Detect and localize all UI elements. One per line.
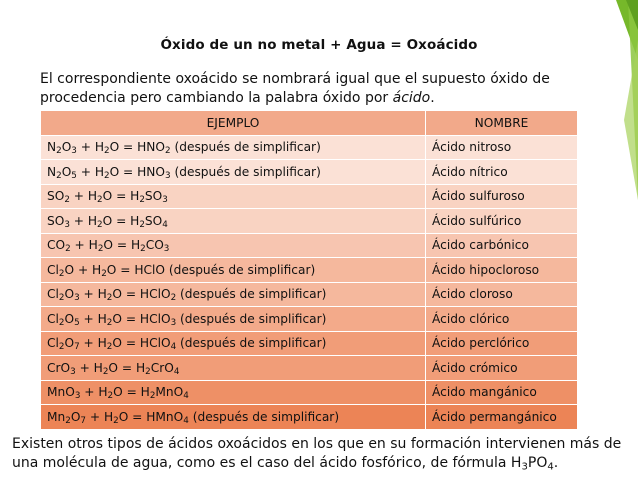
name-cell: Ácido permangánico xyxy=(426,405,578,430)
table-header-row xyxy=(41,111,578,136)
example-cell: $N_2O_5 + H_2O = HNO_3$ (después de simplificar) xyxy=(41,160,426,185)
example-cell: $Cl_2O_3 + H_2O$ = HClO$_2$ (después de simplificar) xyxy=(41,282,426,307)
name-cell: Ácido cloroso xyxy=(426,282,578,307)
oxoacid-table xyxy=(40,110,578,430)
example-cell: $Cl_2O_7 + H_2O$ = HClO$_4$ (después de simplificar) xyxy=(41,331,426,356)
name-cell: Ácido carbónico xyxy=(426,233,578,258)
example-cell: $CO_2 + H_2O = H_2CO_3$ xyxy=(41,233,426,258)
table-row xyxy=(41,258,578,283)
table-row xyxy=(41,380,578,405)
table-body xyxy=(41,135,578,429)
example-cell: $N_2O_3 + H_2O = HNO_2$ (después de simplificar) xyxy=(41,135,426,160)
example-cell: $Cl_2O_5 + H_2O$ = HClO$_3$ (después de simplificar) xyxy=(41,307,426,332)
table-row xyxy=(41,331,578,356)
corner-decoration xyxy=(598,0,638,200)
slide-title: Óxido de un no metal + Agua = Oxoácido xyxy=(160,37,478,53)
table-row xyxy=(41,233,578,258)
table-row xyxy=(41,282,578,307)
table-row xyxy=(41,160,578,185)
intro-paragraph xyxy=(40,70,600,108)
name-cell: Ácido hipocloroso xyxy=(426,258,578,283)
closing-paragraph: Existen otros tipos de ácidos oxoácidos en los que en su formación intervienen más de una molécula de agua, como es el caso del ácido fosfórico, de fórmula $H_3PO_4$. xyxy=(12,436,622,473)
table-row xyxy=(41,307,578,332)
table-row xyxy=(41,209,578,234)
name-cell: Ácido sulfuroso xyxy=(426,184,578,209)
example-cell: $CrO_3 + H_2O = H_2CrO_4$ xyxy=(41,356,426,381)
name-cell: Ácido clórico xyxy=(426,307,578,332)
name-cell: Ácido nitroso xyxy=(426,135,578,160)
header-nombre: NOMBRE xyxy=(426,111,578,136)
name-cell: Ácido nítrico xyxy=(426,160,578,185)
intro-text: El correspondiente oxoácido se nombrará igual que el supuesto óxido de procedencia pero cambiando la palabra óxido por xyxy=(40,71,550,106)
table-row xyxy=(41,405,578,430)
intro-emphasis: ácido xyxy=(392,90,431,106)
name-cell: Ácido crómico xyxy=(426,356,578,381)
table-row xyxy=(41,184,578,209)
table-row xyxy=(41,135,578,160)
header-ejemplo: EJEMPLO xyxy=(41,111,426,136)
example-cell: $Cl_2O + H_2O$ = HClO (después de simplificar) xyxy=(41,258,426,283)
intro-end: . xyxy=(430,90,435,106)
example-cell: $SO_3 + H_2O = H_2SO_4$ xyxy=(41,209,426,234)
table-row xyxy=(41,356,578,381)
example-cell: $MnO_3 + H_2O = H_2MnO_4$ xyxy=(41,380,426,405)
example-cell: $SO_2 + H_2O = H_2SO_3$ xyxy=(41,184,426,209)
example-cell: $Mn_2O_7 + H_2O$ = HMnO$_4$ (después de simplificar) xyxy=(41,405,426,430)
name-cell: Ácido sulfúrico xyxy=(426,209,578,234)
name-cell: Ácido perclórico xyxy=(426,331,578,356)
name-cell: Ácido mangánico xyxy=(426,380,578,405)
